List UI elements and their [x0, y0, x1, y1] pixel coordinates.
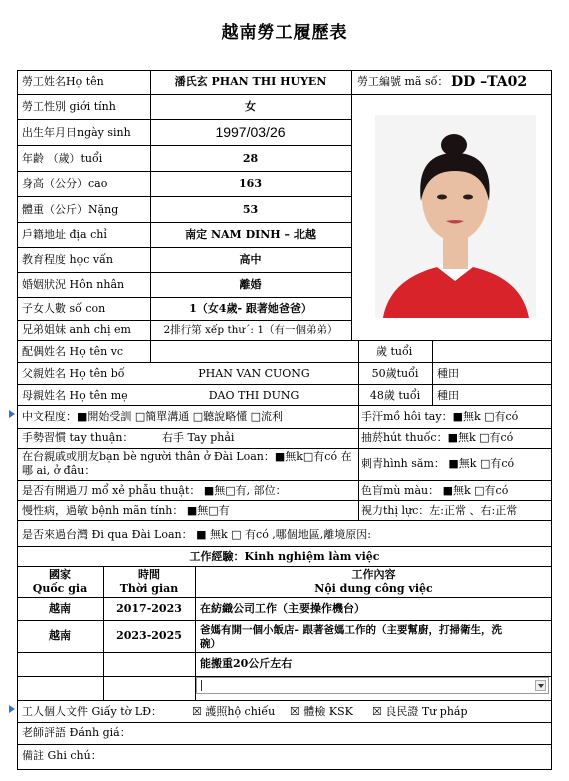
smoking: 抽菸hút thuốc：■無k □有có — [361, 431, 514, 444]
col-country-header-vn: Quốc gia — [32, 582, 88, 595]
mother-age-value: 48歲 tuổi — [369, 389, 421, 402]
row-line — [17, 722, 552, 723]
work-row-3-content: 能搬重20公斤左右 — [200, 657, 293, 670]
work-row-2-content-cont: 碗） — [200, 638, 221, 650]
children-value: 1（女4歲- 跟著她爸爸） — [189, 302, 312, 315]
row-line — [17, 196, 351, 197]
column-line — [351, 70, 352, 341]
siblings-value: 2排行第 xếp thư´: 1（有一個弟弟） — [163, 324, 338, 336]
portrait-image — [375, 115, 536, 318]
worker-no-label: 勞工編號 mã số： — [357, 75, 449, 88]
father-job-value: 種田 — [437, 367, 459, 380]
handedness-label: 手勢習慣 tay thuận： — [22, 431, 134, 444]
chronic-illness: 慢性病，過敏 bệnh mãn tính： ■無□有 — [22, 504, 230, 517]
chevron-down-icon[interactable] — [535, 680, 546, 691]
mother-job-value: 種田 — [437, 389, 459, 402]
doc-health-check-checkbox[interactable]: ☒ 體檢 KSK — [290, 705, 353, 718]
father-age-value: 50歲tuổi — [371, 367, 419, 380]
spouse-age-label: 歲 tuổi — [376, 345, 413, 358]
row-line — [17, 566, 552, 567]
education-label: 教育程度 học vấn — [22, 253, 113, 266]
row-line — [17, 171, 351, 172]
address-value: 南定 NAM DINH – 北越 — [185, 228, 316, 241]
color-blind: 色盲mù màu： ■無k □有có — [361, 484, 509, 497]
column-line — [358, 405, 359, 520]
row-line — [17, 546, 552, 547]
gender-value: 女 — [245, 100, 256, 113]
document-title: 越南勞工履歷表 — [221, 23, 348, 42]
row-line — [17, 297, 351, 298]
address-label: 戶籍地址 địa chỉ — [22, 228, 107, 241]
dob-value: 1997/03/26 — [215, 124, 286, 140]
gender-label: 勞工性別 giới tính — [22, 100, 116, 113]
work-row-1-time: 2017-2023 — [116, 602, 182, 615]
relatives-in-taiwan: 在台親戚或朋友bạn bè người thân ở Đài Loan：■無k□有có 在 — [22, 450, 352, 463]
text-cursor — [201, 680, 202, 691]
children-label: 子女人數 số con — [22, 302, 106, 315]
col-country-header: 國家 — [49, 568, 71, 581]
doc-police-record-checkbox[interactable]: ☒ 良民證 Tư pháp — [372, 705, 468, 718]
mother-label: 母親姓名 Họ tên mẹ — [22, 389, 128, 402]
row-line — [17, 94, 552, 95]
row-line — [17, 520, 552, 521]
marital-value: 離婚 — [239, 278, 262, 291]
row-line — [17, 428, 552, 429]
row-line — [17, 362, 552, 363]
work-row-1-country: 越南 — [49, 602, 71, 615]
age-label: 年齡 （歲）tuổi — [22, 152, 103, 165]
column-line — [432, 340, 433, 405]
teacher-comment-label: 老師評語 Đánh giá： — [22, 726, 131, 739]
row-line — [17, 119, 351, 120]
col-time-header: 時間 — [138, 568, 160, 581]
work-experience-header: 工作經驗：Kinh nghiệm làm việc — [189, 550, 380, 563]
age-value: 28 — [242, 152, 259, 165]
col-time-header-vn: Thời gian — [119, 582, 179, 595]
work-row-2-content: 爸媽有開一個小飯店- 跟著爸媽工作的（主要幫廚，打掃衛生，洗 — [200, 624, 503, 636]
name-label: 勞工姓名Họ tên — [22, 75, 104, 88]
col-content-header-vn: Nội dung công việc — [314, 582, 433, 595]
work-content-dropdown[interactable] — [196, 677, 549, 694]
siblings-label: 兄弟姐妹 anh chị em — [22, 323, 131, 336]
father-label: 父親姓名 Họ tên bố — [22, 367, 125, 380]
tattoo: 刺青hình săm： ■無k □有có — [361, 457, 515, 470]
surgery: 是否有開過刀 mổ xẻ phẫu thuật： ■無□有, 部位： — [22, 484, 287, 497]
row-line — [17, 500, 552, 501]
education-value: 高中 — [239, 253, 262, 266]
remarks-label: 備註 Ghi chú： — [22, 749, 102, 762]
vision: 視力thị lực：左:正常 、右:正常 — [361, 504, 518, 517]
documents-label: 工人個人文件 Giấy tờ LĐ： — [22, 705, 162, 718]
row-line — [17, 744, 552, 745]
worker-no-value: DD –TA02 — [451, 74, 528, 90]
visited-taiwan: 是否來過台灣 Đi qua Đài Loan： ■ 無k □ 有có ,哪個地區,離境原因: — [22, 528, 372, 541]
row-line — [17, 320, 351, 321]
height-value: 163 — [239, 177, 262, 190]
row-line — [17, 597, 552, 598]
row-line — [17, 272, 351, 273]
dob-label: 出生年月日ngày sinh — [22, 126, 131, 139]
row-line — [17, 652, 552, 653]
row-line — [17, 247, 351, 248]
row-line — [17, 340, 552, 341]
row-line — [17, 405, 552, 406]
mother-name-value: DAO THI DUNG — [208, 389, 300, 402]
row-line — [17, 448, 552, 449]
row-line — [17, 480, 552, 481]
spouse-label: 配偶姓名 Họ tên vc — [22, 345, 124, 358]
sweaty-hands: 手汗mồ hôi tay：■無k □有có — [361, 410, 519, 423]
weight-label: 體重（公斤）Nặng — [22, 203, 119, 216]
height-label: 身高（公分）cao — [22, 177, 108, 190]
row-line — [17, 145, 351, 146]
bookmark-marker-icon — [9, 410, 15, 418]
marital-label: 婚姻狀況 Hôn nhân — [22, 278, 125, 291]
col-content-header: 工作內容 — [351, 568, 396, 581]
father-name-value: PHAN VAN CUONG — [198, 367, 310, 380]
relatives-in-taiwan-where: 哪 ai, ở đâu： — [22, 464, 96, 477]
hair-bun-shape — [441, 134, 467, 156]
work-row-2-country: 越南 — [49, 629, 71, 642]
weight-value: 53 — [242, 203, 259, 216]
right-eye-shape — [463, 195, 473, 200]
row-line — [17, 384, 552, 385]
row-line — [17, 620, 552, 621]
row-line — [17, 222, 351, 223]
handedness-value: 右手 Tay phải — [162, 431, 235, 444]
work-row-2-time: 2023-2025 — [116, 629, 182, 642]
left-eye-shape — [437, 195, 447, 200]
doc-passport-checkbox[interactable]: ☒ 護照hộ chiếu — [192, 705, 276, 718]
work-row-1-content: 在紡織公司工作（主要操作機台） — [200, 602, 365, 615]
bookmark-marker-icon — [9, 705, 15, 713]
worker-photo — [375, 115, 536, 318]
row-line — [17, 700, 552, 701]
name-value: 潘氏玄 PHAN THI HUYEN — [174, 75, 327, 88]
chinese-level: 中文程度：■開始受訓 □簡單溝通 □聽說略懂 □流利 — [22, 410, 284, 423]
